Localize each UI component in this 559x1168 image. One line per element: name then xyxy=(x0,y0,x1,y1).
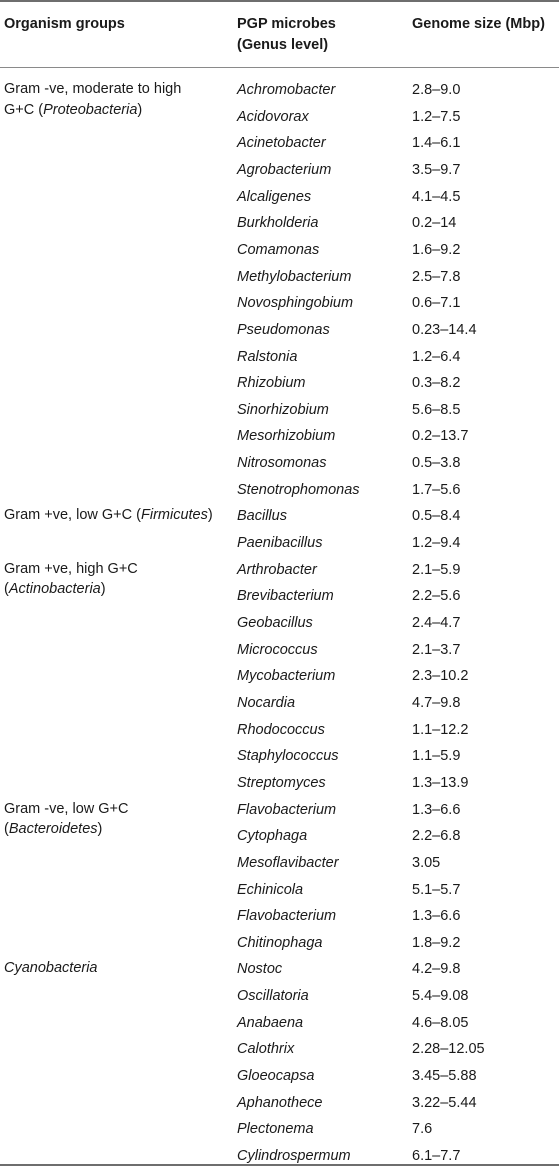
genome-size-cell: 4.1–4.5 xyxy=(412,188,461,205)
genus-cell: Acinetobacter xyxy=(237,135,326,152)
genome-size-cell: 3.45–5.88 xyxy=(412,1068,477,1085)
genome-size-cell: 5.1–5.7 xyxy=(412,881,461,898)
genome-size-cell: 4.7–9.8 xyxy=(412,694,461,711)
group-label-text: Gram +ve, high G+C xyxy=(4,560,138,577)
group-label-text: ( xyxy=(4,821,9,838)
genome-size-cell: 3.22–5.44 xyxy=(412,1094,477,1111)
header-genome-size: Genome size (Mbp) xyxy=(412,16,545,32)
group-label-text: ( xyxy=(4,581,9,598)
genome-size-cell: 1.1–5.9 xyxy=(412,748,461,765)
genus-cell: Staphylococcus xyxy=(237,748,339,765)
organism-group-label xyxy=(4,799,230,840)
genus-cell: Geobacillus xyxy=(237,615,313,631)
organism-group-label xyxy=(4,958,230,979)
genus-cell: Flavobacterium xyxy=(237,801,337,818)
genus-cell: Calothrix xyxy=(237,1041,295,1058)
genome-size-cell: 1.2–9.4 xyxy=(412,535,461,552)
genus-cell: Stenotrophomonas xyxy=(237,481,360,498)
organism-group-label-line xyxy=(4,819,230,840)
genome-size-cell: 2.1–5.9 xyxy=(412,561,461,578)
genus-cell: Paenibacillus xyxy=(237,535,323,552)
organism-group-label xyxy=(4,559,230,600)
group-label-text: Gram -ve, moderate to high xyxy=(4,81,182,97)
group-taxon-name: Firmicutes xyxy=(140,507,208,524)
genome-size-cell: 3.5–9.7 xyxy=(412,161,461,178)
genome-size-cell: 2.8–9.0 xyxy=(412,82,461,98)
genus-cell: Mycobacterium xyxy=(237,668,336,685)
genus-cell: Anabaena xyxy=(237,1014,304,1031)
organism-group-label xyxy=(4,79,230,120)
genus-cell: Burkholderia xyxy=(237,215,319,232)
genus-cell: Achromobacter xyxy=(237,82,336,98)
genus-cell: Mesorhizobium xyxy=(237,428,336,445)
genus-cell: Oscillatoria xyxy=(237,988,309,1005)
genus-cell: Rhizobium xyxy=(237,375,306,392)
genome-size-cell: 0.2–13.7 xyxy=(412,428,469,445)
genus-cell: Plectonema xyxy=(237,1121,314,1138)
group-taxon-name: Actinobacteria xyxy=(8,581,101,598)
genus-cell: Comamonas xyxy=(237,241,320,258)
table-top-rule xyxy=(0,0,559,2)
genome-size-cell: 2.5–7.8 xyxy=(412,268,461,285)
genome-size-cell: 5.4–9.08 xyxy=(412,988,469,1005)
genome-size-cell: 2.3–10.2 xyxy=(412,668,469,685)
genus-cell: Agrobacterium xyxy=(237,161,332,178)
genome-size-cell: 1.3–13.9 xyxy=(412,774,469,791)
genus-cell: Rhodococcus xyxy=(237,721,325,738)
genus-cell: Brevibacterium xyxy=(237,588,334,605)
genome-size-cell: 0.5–8.4 xyxy=(412,508,461,525)
organism-group-label-line xyxy=(4,958,230,979)
genus-cell: Aphanothece xyxy=(237,1094,323,1111)
genome-size-cell: 2.2–5.6 xyxy=(412,588,461,605)
genus-cell: Novosphingobium xyxy=(237,295,354,312)
organism-group-label xyxy=(4,505,230,526)
genus-cell: Nostoc xyxy=(237,961,283,978)
genome-size-cell: 3.05 xyxy=(412,854,441,871)
genus-cell: Chitinophaga xyxy=(237,934,323,951)
genome-size-cell: 1.3–6.6 xyxy=(412,801,461,818)
genome-size-cell: 1.8–9.2 xyxy=(412,934,461,951)
genome-size-cell: 4.2–9.8 xyxy=(412,961,461,978)
header-bottom-rule xyxy=(0,67,559,68)
genus-cell: Sinorhizobium xyxy=(237,401,329,418)
genome-size-cell: 4.6–8.05 xyxy=(412,1014,469,1031)
genome-size-cell: 0.2–14 xyxy=(412,215,457,232)
genome-size-cell: 0.6–7.1 xyxy=(412,295,461,312)
group-label-text: ) xyxy=(137,101,143,118)
group-taxon-name: Bacteroidetes xyxy=(8,821,98,838)
genus-cell: Flavobacterium xyxy=(237,908,337,925)
genome-size-cell: 1.2–7.5 xyxy=(412,108,461,125)
genus-cell: Mesoflavibacter xyxy=(237,854,339,871)
genus-cell: Micrococcus xyxy=(237,641,318,658)
group-label-text: ) xyxy=(100,581,106,598)
genome-size-cell: 1.7–5.6 xyxy=(412,481,461,498)
organism-group-label-line xyxy=(4,799,230,820)
genome-size-cell: 0.3–8.2 xyxy=(412,375,461,392)
genus-cell: Nocardia xyxy=(237,694,296,711)
genus-cell: Ralstonia xyxy=(237,348,298,365)
genome-size-cell: 1.4–6.1 xyxy=(412,135,461,152)
genome-size-cell: 7.6 xyxy=(412,1121,433,1138)
genome-size-cell: 1.3–6.6 xyxy=(412,908,461,925)
group-label-text: ) xyxy=(97,821,103,838)
table-bottom-rule xyxy=(0,1164,559,1166)
genus-cell: Methylobacterium xyxy=(237,268,352,285)
genome-size-cell: 0.5–3.8 xyxy=(412,455,461,472)
group-taxon-name: Cyanobacteria xyxy=(4,960,98,977)
group-label-text: ) xyxy=(207,507,213,524)
group-label-text: Gram -ve, low G+C xyxy=(4,800,129,817)
group-taxon-name: Proteobacteria xyxy=(43,101,138,118)
genus-cell: Acidovorax xyxy=(237,108,309,125)
genus-cell: Cytophaga xyxy=(237,828,308,845)
genome-size-cell: 1.6–9.2 xyxy=(412,241,461,258)
header-genus-level: (Genus level) xyxy=(237,37,329,53)
genus-cell: Nitrosomonas xyxy=(237,455,327,472)
genus-cell: Streptomyces xyxy=(237,774,326,791)
genus-cell: Alcaligenes xyxy=(237,188,312,205)
genome-size-cell: 2.4–4.7 xyxy=(412,615,461,631)
organism-group-label-line xyxy=(4,505,230,526)
genome-size-cell: 2.2–6.8 xyxy=(412,828,461,845)
group-label-text: G+C ( xyxy=(4,101,44,118)
genus-cell: Pseudomonas xyxy=(237,321,330,338)
group-label-text: Gram +ve, low G+C ( xyxy=(4,507,141,524)
genome-size-cell: 0.23–14.4 xyxy=(412,321,477,338)
genus-cell: Gloeocapsa xyxy=(237,1068,315,1085)
genome-size-cell: 6.1–7.7 xyxy=(412,1148,461,1164)
organism-group-label-line xyxy=(4,579,230,600)
genome-size-cell: 2.28–12.05 xyxy=(412,1041,485,1058)
genome-size-cell: 1.2–6.4 xyxy=(412,348,461,365)
header-organism-groups: Organism groups xyxy=(4,16,125,32)
organism-group-label-line xyxy=(4,100,230,121)
genus-cell: Echinicola xyxy=(237,881,304,898)
genome-size-cell: 1.1–12.2 xyxy=(412,721,469,738)
organism-group-label-line xyxy=(4,559,230,580)
header-pgp-microbes: PGP microbes xyxy=(237,16,336,32)
genus-cell: Cylindrospermum xyxy=(237,1148,351,1164)
genome-size-cell: 5.6–8.5 xyxy=(412,401,461,418)
genome-size-cell: 2.1–3.7 xyxy=(412,641,461,658)
genus-cell: Arthrobacter xyxy=(237,561,317,578)
genus-cell: Bacillus xyxy=(237,508,287,525)
organism-group-label-line xyxy=(4,79,230,100)
